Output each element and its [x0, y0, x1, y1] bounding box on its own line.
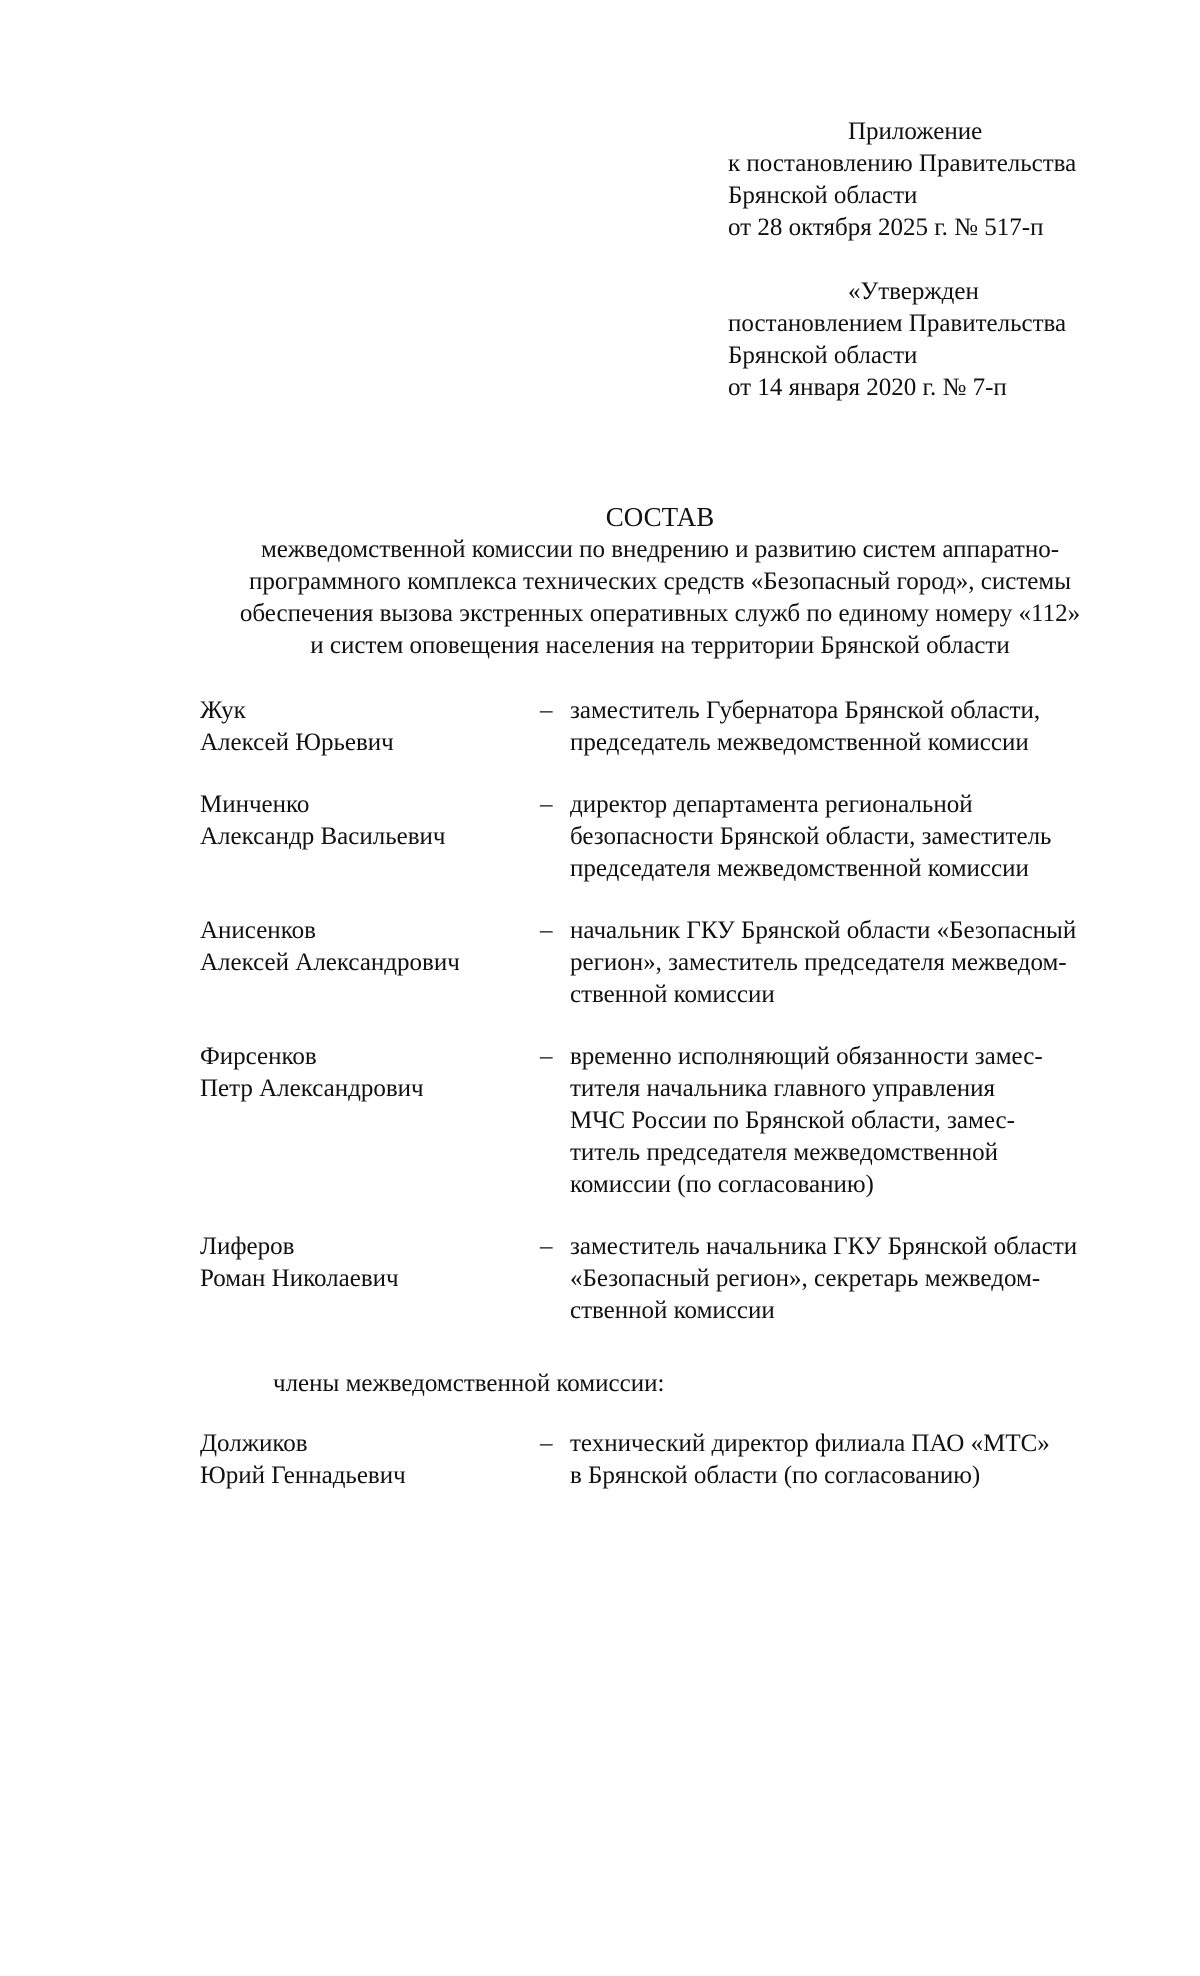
member-entry: [200, 789, 1150, 885]
member-position: [570, 695, 1150, 759]
member-name: [200, 1428, 540, 1492]
member-surname: Жук: [200, 697, 246, 724]
document-title: СОСТАВ: [605, 502, 715, 532]
dash-separator: –: [540, 791, 553, 818]
approved-date-number: от 14 января 2020 г. № 7-п: [728, 374, 1007, 401]
member-given-names: Алексей Юрьевич: [200, 729, 394, 756]
appendix-date-number: от 28 октября 2025 г. № 517-п: [728, 214, 1044, 241]
approved-block: [728, 276, 1066, 404]
member-position: [570, 1428, 1150, 1492]
subtitle-line: межведомственной комиссии по внедрению и развитию систем аппаратно-: [260, 536, 1060, 563]
member-surname: Минченко: [200, 791, 310, 818]
member-entry: [200, 1428, 1150, 1492]
member-entry: [200, 915, 1150, 1011]
position-line: ственной комиссии: [570, 981, 775, 1008]
position-line: заместитель начальника ГКУ Брянской области: [570, 1233, 1078, 1260]
document-subtitle: [100, 534, 1200, 662]
position-line: заместитель Губернатора Брянской области,: [570, 697, 1041, 724]
appendix-line: Брянской области: [728, 182, 918, 209]
member-given-names: Роман Николаевич: [200, 1265, 399, 1292]
member-entry: [200, 1231, 1150, 1327]
member-entry: [200, 695, 1150, 759]
position-line: временно исполняющий обязанности замес-: [570, 1043, 1043, 1070]
position-line: титель председателя межведомственной: [570, 1139, 998, 1166]
member-surname: Лиферов: [200, 1233, 295, 1260]
appendix-line: к постановлению Правительства: [728, 150, 1077, 177]
approved-heading: «Утвержден: [848, 278, 979, 305]
member-name: [200, 695, 540, 759]
dash-separator: –: [540, 1430, 553, 1457]
position-line: комиссии (по согласованию): [570, 1171, 874, 1198]
member-position: [570, 1231, 1150, 1327]
members-list: [200, 1428, 1150, 1522]
position-line: безопасности Брянской области, заместитель: [570, 823, 1052, 850]
dash-separator: –: [540, 1043, 553, 1070]
approved-line: постановлением Правительства: [728, 310, 1067, 337]
subtitle-line: и систем оповещения населения на территории Брянской области: [310, 632, 1010, 659]
member-name: [200, 789, 540, 885]
member-given-names: Петр Александрович: [200, 1075, 424, 1102]
subtitle-line: программного комплекса технических средств «Безопасный город», системы: [248, 568, 1072, 595]
position-line: в Брянской области (по согласованию): [570, 1462, 981, 1489]
member-position: [570, 915, 1150, 1011]
member-given-names: Александр Васильевич: [200, 823, 446, 850]
approved-line: Брянской области: [728, 342, 918, 369]
position-line: начальник ГКУ Брянской области «Безопасный: [570, 917, 1077, 944]
members-section-label: члены межведомственной комиссии:: [273, 1370, 665, 1397]
position-line: регион», заместитель председателя межведом-: [570, 949, 1067, 976]
member-surname: Анисенков: [200, 917, 316, 944]
dash-separator: –: [540, 917, 553, 944]
position-line: тителя начальника главного управления: [570, 1075, 996, 1102]
member-surname: Должиков: [200, 1430, 308, 1457]
subtitle-line: обеспечения вызова экстренных оперативных служб по единому номеру «112»: [239, 600, 1081, 627]
dash-separator: –: [540, 1233, 553, 1260]
leadership-list: [200, 695, 1150, 1357]
member-name: [200, 915, 540, 1011]
position-line: председателя межведомственной комиссии: [570, 855, 1029, 882]
member-surname: Фирсенков: [200, 1043, 317, 1070]
position-line: директор департамента региональной: [570, 791, 973, 818]
position-line: председатель межведомственной комиссии: [570, 729, 1029, 756]
appendix-heading: Приложение: [848, 118, 983, 145]
appendix-block: [728, 116, 1076, 244]
position-line: технический директор филиала ПАО «МТС»: [570, 1430, 1050, 1457]
position-line: МЧС России по Брянской области, замес-: [570, 1107, 1015, 1134]
position-line: ственной комиссии: [570, 1297, 775, 1324]
member-position: [570, 789, 1150, 885]
member-given-names: Алексей Александрович: [200, 949, 460, 976]
member-name: [200, 1231, 540, 1327]
member-name: [200, 1041, 540, 1201]
dash-separator: –: [540, 697, 553, 724]
position-line: «Безопасный регион», секретарь межведом-: [570, 1265, 1041, 1292]
member-given-names: Юрий Геннадьевич: [200, 1462, 406, 1489]
member-entry: [200, 1041, 1150, 1201]
member-position: [570, 1041, 1150, 1201]
